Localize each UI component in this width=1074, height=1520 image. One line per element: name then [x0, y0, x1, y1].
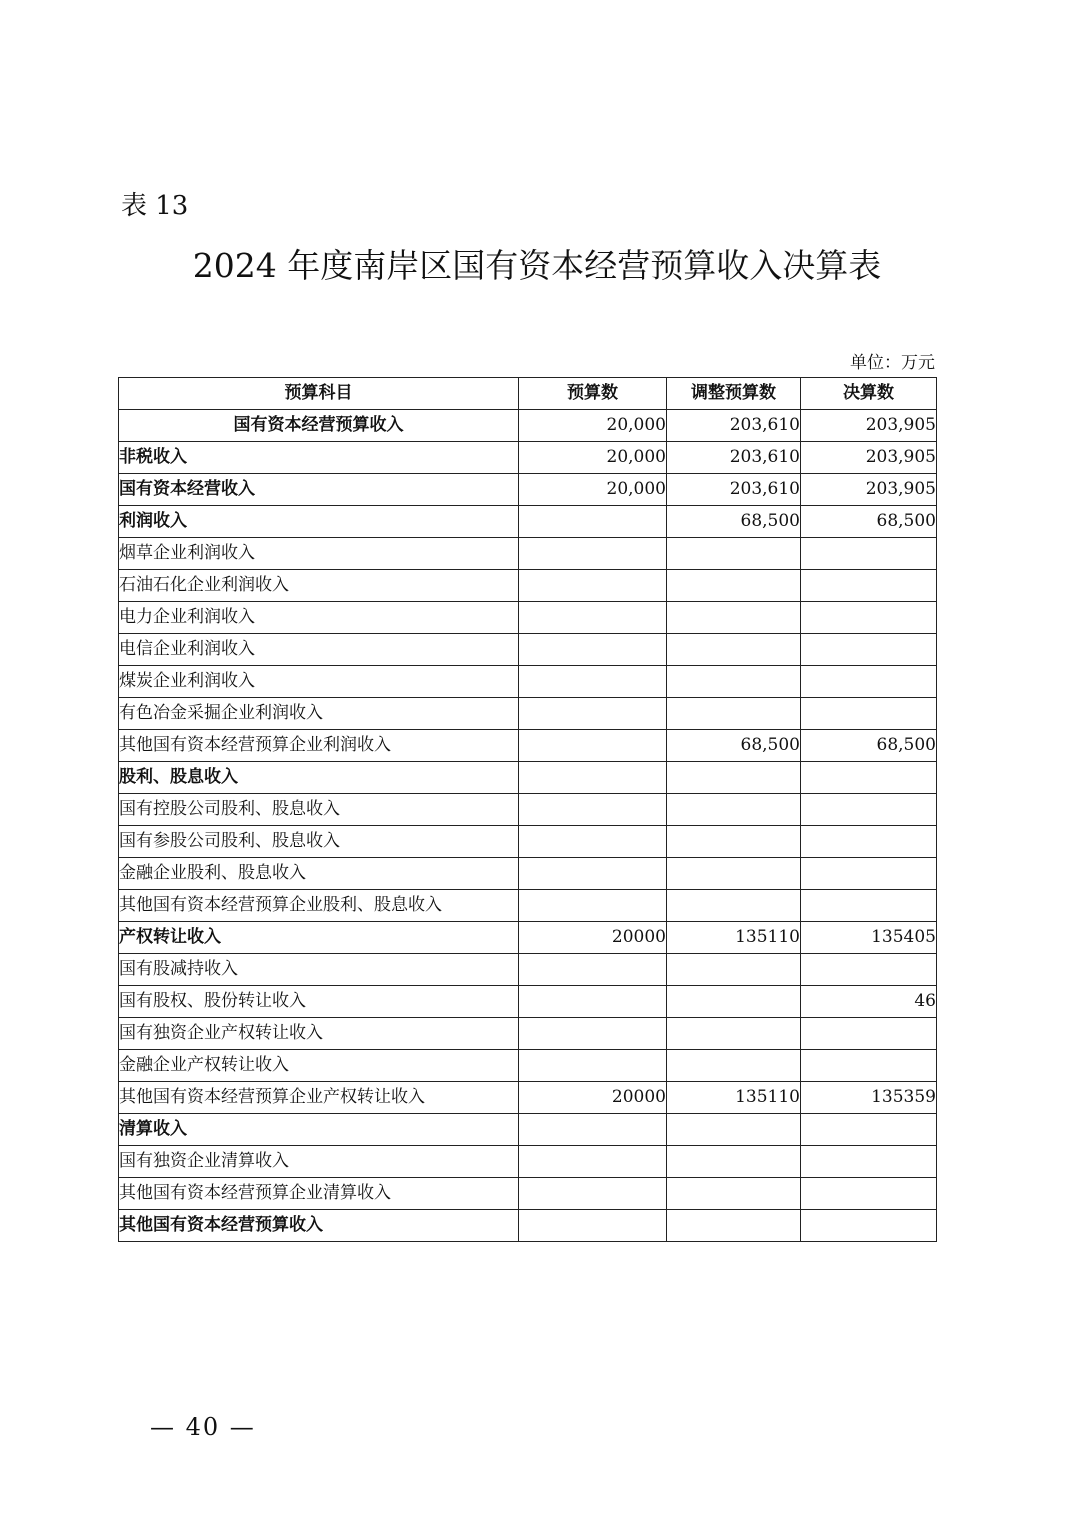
- row-adjusted: [667, 762, 801, 794]
- table-label: 表 13: [121, 191, 189, 221]
- row-subject: 其他国有资本经营预算收入: [119, 1210, 519, 1242]
- row-subject: 金融企业股利、股息收入: [119, 858, 519, 890]
- row-final: [801, 1114, 937, 1146]
- row-budget: [519, 1050, 667, 1082]
- table-row: [119, 890, 937, 922]
- row-final: 68,500: [801, 506, 937, 538]
- table-row: [119, 826, 937, 858]
- table-row: [119, 730, 937, 762]
- row-subject: 非税收入: [119, 442, 519, 474]
- row-budget: [519, 1018, 667, 1050]
- row-final: 135359: [801, 1082, 937, 1114]
- row-final: [801, 538, 937, 570]
- row-adjusted: [667, 570, 801, 602]
- row-final: [801, 1210, 937, 1242]
- header-adjusted: 调整预算数: [667, 378, 801, 410]
- table-row: [119, 410, 937, 442]
- row-adjusted: 135110: [667, 1082, 801, 1114]
- table-row: [119, 506, 937, 538]
- table-row: [119, 698, 937, 730]
- row-final: [801, 1050, 937, 1082]
- row-budget: 20000: [519, 922, 667, 954]
- row-adjusted: [667, 954, 801, 986]
- row-budget: [519, 1146, 667, 1178]
- row-budget: [519, 1114, 667, 1146]
- row-subject: 国有控股公司股利、股息收入: [119, 794, 519, 826]
- row-subject: 清算收入: [119, 1114, 519, 1146]
- row-budget: [519, 762, 667, 794]
- row-subject: 国有股权、股份转让收入: [119, 986, 519, 1018]
- row-budget: [519, 602, 667, 634]
- row-adjusted: [667, 1146, 801, 1178]
- row-subject: 石油石化企业利润收入: [119, 570, 519, 602]
- row-final: [801, 1146, 937, 1178]
- row-final: [801, 858, 937, 890]
- row-final: [801, 1178, 937, 1210]
- row-subject: 其他国有资本经营预算企业产权转让收入: [119, 1082, 519, 1114]
- row-subject: 煤炭企业利润收入: [119, 666, 519, 698]
- row-subject: 有色冶金采掘企业利润收入: [119, 698, 519, 730]
- row-adjusted: 68,500: [667, 730, 801, 762]
- table-row: [119, 1050, 937, 1082]
- row-adjusted: [667, 890, 801, 922]
- table-row: [119, 1210, 937, 1242]
- row-final: [801, 1018, 937, 1050]
- row-budget: [519, 954, 667, 986]
- header-budget: 预算数: [519, 378, 667, 410]
- row-adjusted: 68,500: [667, 506, 801, 538]
- row-adjusted: [667, 1210, 801, 1242]
- table-row: [119, 602, 937, 634]
- row-subject: 国有参股公司股利、股息收入: [119, 826, 519, 858]
- table-row: [119, 538, 937, 570]
- row-final: 203,905: [801, 442, 937, 474]
- row-adjusted: [667, 538, 801, 570]
- row-budget: 20000: [519, 1082, 667, 1114]
- row-subject: 电信企业利润收入: [119, 634, 519, 666]
- table-row: [119, 1082, 937, 1114]
- row-budget: [519, 538, 667, 570]
- row-budget: [519, 730, 667, 762]
- row-adjusted: [667, 858, 801, 890]
- table-row: [119, 794, 937, 826]
- table-row: [119, 474, 937, 506]
- row-final: [801, 570, 937, 602]
- table-row: [119, 986, 937, 1018]
- document-title: 2024 年度南岸区国有资本经营预算收入决算表: [192, 246, 882, 285]
- row-budget: 20,000: [519, 442, 667, 474]
- table-row: [119, 1178, 937, 1210]
- row-adjusted: [667, 794, 801, 826]
- row-final: [801, 826, 937, 858]
- header-row: [119, 378, 937, 410]
- row-adjusted: 135110: [667, 922, 801, 954]
- row-final: [801, 602, 937, 634]
- row-budget: [519, 666, 667, 698]
- row-final: 46: [801, 986, 937, 1018]
- page-number: — 40 —: [150, 1413, 256, 1441]
- table-row: [119, 922, 937, 954]
- row-subject: 烟草企业利润收入: [119, 538, 519, 570]
- row-budget: [519, 858, 667, 890]
- row-budget: [519, 698, 667, 730]
- row-subject: 国有资本经营预算收入: [119, 410, 519, 442]
- table-row: [119, 1018, 937, 1050]
- row-adjusted: [667, 1178, 801, 1210]
- unit-label: 单位：万元: [850, 353, 935, 373]
- row-subject: 其他国有资本经营预算企业清算收入: [119, 1178, 519, 1210]
- row-final: [801, 666, 937, 698]
- row-budget: 20,000: [519, 474, 667, 506]
- row-adjusted: 203,610: [667, 474, 801, 506]
- row-subject: 产权转让收入: [119, 922, 519, 954]
- row-subject: 国有股减持收入: [119, 954, 519, 986]
- row-budget: [519, 506, 667, 538]
- row-subject: 利润收入: [119, 506, 519, 538]
- row-subject: 国有资本经营收入: [119, 474, 519, 506]
- row-budget: [519, 1210, 667, 1242]
- header-final: 决算数: [801, 378, 937, 410]
- row-budget: [519, 986, 667, 1018]
- budget-table: [118, 377, 937, 1242]
- row-adjusted: [667, 1114, 801, 1146]
- row-subject: 国有独资企业清算收入: [119, 1146, 519, 1178]
- row-final: [801, 890, 937, 922]
- row-adjusted: [667, 1050, 801, 1082]
- table-row: [119, 570, 937, 602]
- header-subject: 预算科目: [119, 378, 519, 410]
- row-final: [801, 698, 937, 730]
- row-subject: 其他国有资本经营预算企业股利、股息收入: [119, 890, 519, 922]
- table-row: [119, 1146, 937, 1178]
- table-row: [119, 954, 937, 986]
- row-adjusted: [667, 602, 801, 634]
- row-adjusted: [667, 666, 801, 698]
- row-subject: 电力企业利润收入: [119, 602, 519, 634]
- row-final: [801, 634, 937, 666]
- row-adjusted: [667, 634, 801, 666]
- row-adjusted: [667, 986, 801, 1018]
- row-subject: 国有独资企业产权转让收入: [119, 1018, 519, 1050]
- row-adjusted: 203,610: [667, 410, 801, 442]
- row-adjusted: [667, 698, 801, 730]
- table-row: [119, 442, 937, 474]
- row-final: 135405: [801, 922, 937, 954]
- row-adjusted: [667, 826, 801, 858]
- row-adjusted: [667, 1018, 801, 1050]
- table-row: [119, 762, 937, 794]
- table-row: [119, 666, 937, 698]
- row-budget: [519, 634, 667, 666]
- row-subject: 金融企业产权转让收入: [119, 1050, 519, 1082]
- row-final: [801, 794, 937, 826]
- row-final: [801, 954, 937, 986]
- row-budget: [519, 794, 667, 826]
- row-adjusted: 203,610: [667, 442, 801, 474]
- row-subject: 股利、股息收入: [119, 762, 519, 794]
- table-row: [119, 634, 937, 666]
- row-budget: [519, 570, 667, 602]
- row-budget: [519, 1178, 667, 1210]
- row-budget: [519, 826, 667, 858]
- row-final: 68,500: [801, 730, 937, 762]
- table-row: [119, 858, 937, 890]
- row-budget: [519, 890, 667, 922]
- row-budget: 20,000: [519, 410, 667, 442]
- row-subject: 其他国有资本经营预算企业利润收入: [119, 730, 519, 762]
- row-final: 203,905: [801, 410, 937, 442]
- row-final: 203,905: [801, 474, 937, 506]
- table-row: [119, 1114, 937, 1146]
- row-final: [801, 762, 937, 794]
